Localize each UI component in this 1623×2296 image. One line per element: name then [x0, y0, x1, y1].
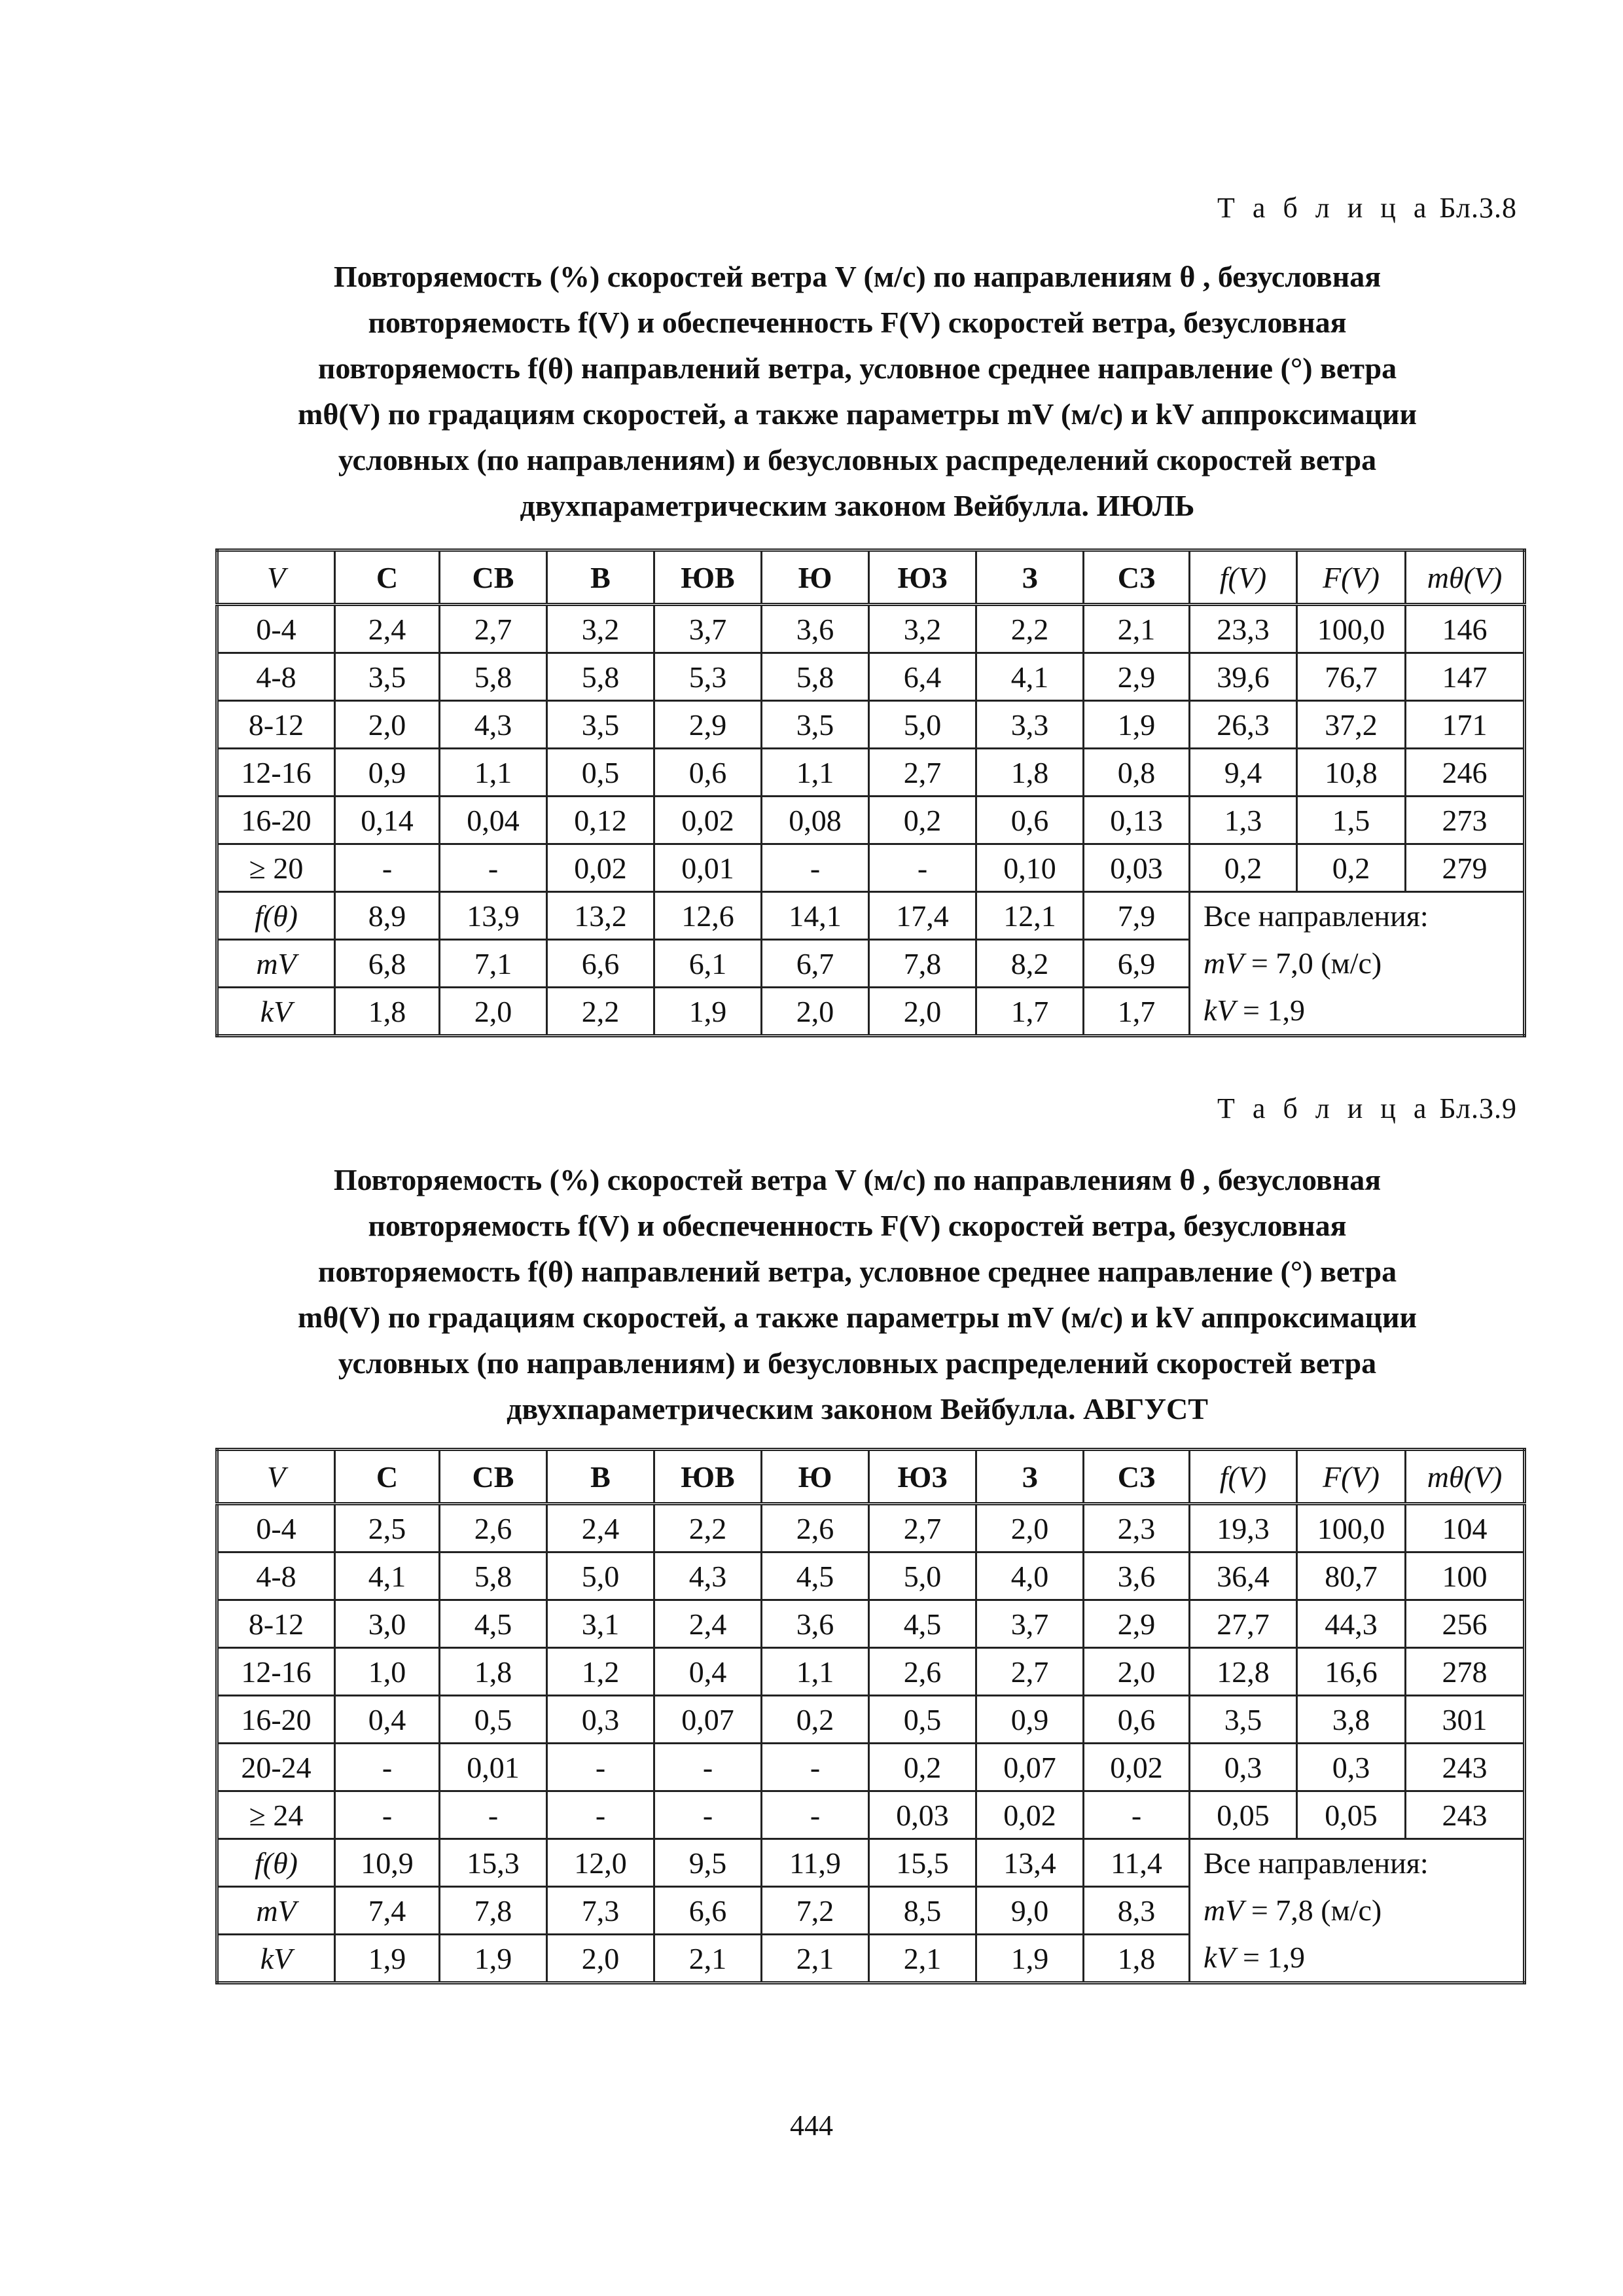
- summary-kv-value: = 1,9: [1243, 1941, 1305, 1974]
- speed-range-cell: 20-24: [217, 1744, 335, 1791]
- table-cell: 147: [1406, 653, 1525, 701]
- table-cell: 5,0: [869, 1552, 976, 1600]
- table-cell: 2,1: [869, 1935, 976, 1983]
- table-cell: 2,0: [976, 1504, 1084, 1552]
- table-cell: -: [654, 1744, 762, 1791]
- header-cell: F(V): [1297, 1450, 1406, 1504]
- summary-mv-label: mV: [1204, 946, 1244, 980]
- header-cell: ЮЗ: [869, 1450, 976, 1504]
- all-directions-summary: [1190, 1839, 1525, 1983]
- table-cell: 3,5: [762, 701, 869, 749]
- table-cell: 2,7: [976, 1648, 1084, 1696]
- caption-line: повторяемость f(θ) направлений ветра, условное среднее направление (°) ветра: [317, 351, 1397, 385]
- header-row: [217, 550, 1525, 605]
- table-cell: 0,03: [1084, 844, 1190, 892]
- table-cell: 6,9: [1084, 940, 1190, 988]
- table-cell: 1,8: [440, 1648, 547, 1696]
- header-cell: V: [217, 1450, 335, 1504]
- header-cell: С: [335, 1450, 440, 1504]
- header-cell: В: [547, 550, 654, 605]
- table-cell: 0,5: [440, 1696, 547, 1744]
- table-cell: 1,9: [976, 1935, 1084, 1983]
- table-cell: 3,5: [1190, 1696, 1297, 1744]
- table-cell: 0,02: [1084, 1744, 1190, 1791]
- table-cell: 0,04: [440, 797, 547, 844]
- summary-mv-value: = 7,0 (м/с): [1251, 946, 1382, 980]
- table-cell: 2,7: [869, 749, 976, 797]
- table-cell: -: [547, 1791, 654, 1839]
- table-cell: 100: [1406, 1552, 1525, 1600]
- header-cell: F(V): [1297, 550, 1406, 605]
- table-cell: 2,1: [762, 1935, 869, 1983]
- table-cell: 9,0: [976, 1887, 1084, 1935]
- summary-title: Все направления:: [1204, 1846, 1429, 1880]
- table-cell: 36,4: [1190, 1552, 1297, 1600]
- table-cell: 0,08: [762, 797, 869, 844]
- table-cell: 146: [1406, 605, 1525, 653]
- table-cell: -: [335, 1744, 440, 1791]
- table-cell: 2,9: [1084, 1600, 1190, 1648]
- table-cell: 0,3: [547, 1696, 654, 1744]
- table-cell: 9,5: [654, 1839, 762, 1887]
- table-cell: 23,3: [1190, 605, 1297, 653]
- table-cell: 7,4: [335, 1887, 440, 1935]
- table-cell: 8,3: [1084, 1887, 1190, 1935]
- header-cell: СВ: [440, 550, 547, 605]
- summary-title: Все направления:: [1204, 899, 1429, 933]
- table-cell: 0,01: [654, 844, 762, 892]
- table-cell: 9,4: [1190, 749, 1297, 797]
- table-caption-1: [216, 254, 1499, 529]
- table-cell: 3,5: [335, 653, 440, 701]
- table-cell: 1,1: [762, 749, 869, 797]
- param-label-cell: mV: [217, 1887, 335, 1935]
- table-cell: 2,4: [547, 1504, 654, 1552]
- table-cell: 1,9: [335, 1935, 440, 1983]
- table-cell: 2,0: [1084, 1648, 1190, 1696]
- table-cell: 301: [1406, 1696, 1525, 1744]
- table-cell: 2,9: [654, 701, 762, 749]
- speed-range-cell: 16-20: [217, 797, 335, 844]
- table-cell: 1,9: [654, 988, 762, 1036]
- table-cell: 13,9: [440, 892, 547, 940]
- table-cell: 2,0: [762, 988, 869, 1036]
- table-cell: 5,3: [654, 653, 762, 701]
- wind-table-august: [215, 1448, 1526, 1984]
- header-cell: ЮВ: [654, 1450, 762, 1504]
- speed-range-cell: ≥ 24: [217, 1791, 335, 1839]
- table-cell: 0,5: [547, 749, 654, 797]
- table-row: [217, 653, 1525, 701]
- table-cell: 0,6: [1084, 1696, 1190, 1744]
- table-cell: 1,1: [440, 749, 547, 797]
- table-cell: 12,1: [976, 892, 1084, 940]
- table-cell: 1,3: [1190, 797, 1297, 844]
- table-cell: 7,2: [762, 1887, 869, 1935]
- speed-range-cell: 16-20: [217, 1696, 335, 1744]
- table-cell: 243: [1406, 1791, 1525, 1839]
- table-row: [217, 1696, 1525, 1744]
- table-label-prefix: Т а б л и ц а: [1217, 1092, 1432, 1124]
- table-cell: 2,3: [1084, 1504, 1190, 1552]
- table-row: [217, 1504, 1525, 1552]
- table-cell: 17,4: [869, 892, 976, 940]
- table-row: [217, 1552, 1525, 1600]
- table-cell: 171: [1406, 701, 1525, 749]
- table-cell: 11,4: [1084, 1839, 1190, 1887]
- table-cell: 10,8: [1297, 749, 1406, 797]
- speed-range-cell: 0-4: [217, 1504, 335, 1552]
- table-cell: 0,4: [335, 1696, 440, 1744]
- header-cell: f(V): [1190, 1450, 1297, 1504]
- table-cell: 14,1: [762, 892, 869, 940]
- table-cell: 6,4: [869, 653, 976, 701]
- table-cell: 5,0: [869, 701, 976, 749]
- table-cell: 6,8: [335, 940, 440, 988]
- table-cell: 0,9: [335, 749, 440, 797]
- header-cell: V: [217, 550, 335, 605]
- table-cell: 8,9: [335, 892, 440, 940]
- table-row: [217, 797, 1525, 844]
- table-cell: 0,10: [976, 844, 1084, 892]
- table-cell: -: [547, 1744, 654, 1791]
- table-cell: 0,14: [335, 797, 440, 844]
- table-cell: 3,2: [547, 605, 654, 653]
- table-cell: 0,02: [976, 1791, 1084, 1839]
- table-cell: 1,2: [547, 1648, 654, 1696]
- param-label-cell: kV: [217, 1935, 335, 1983]
- table-cell: 0,9: [976, 1696, 1084, 1744]
- header-cell: СЗ: [1084, 1450, 1190, 1504]
- table-cell: 2,6: [762, 1504, 869, 1552]
- table-cell: 100,0: [1297, 605, 1406, 653]
- table-row: [217, 605, 1525, 653]
- table-cell: 0,2: [1297, 844, 1406, 892]
- table-cell: 12,6: [654, 892, 762, 940]
- table-cell: 3,5: [547, 701, 654, 749]
- table-cell: 279: [1406, 844, 1525, 892]
- table-cell: 13,2: [547, 892, 654, 940]
- table-cell: 37,2: [1297, 701, 1406, 749]
- table-cell: 2,5: [335, 1504, 440, 1552]
- table-cell: 39,6: [1190, 653, 1297, 701]
- caption-line: условных (по направлениям) и безусловных распределений скоростей ветра: [338, 1346, 1377, 1380]
- table-cell: 1,7: [976, 988, 1084, 1036]
- table-cell: 11,9: [762, 1839, 869, 1887]
- table-row: [217, 1791, 1525, 1839]
- table-cell: 0,13: [1084, 797, 1190, 844]
- summary-kv-label: kV: [1204, 1941, 1236, 1974]
- table-label-1: [1217, 191, 1517, 224]
- table-cell: -: [1084, 1791, 1190, 1839]
- table-cell: 6,1: [654, 940, 762, 988]
- header-cell: f(V): [1190, 550, 1297, 605]
- summary-mv-label: mV: [1204, 1893, 1244, 1927]
- speed-range-cell: 8-12: [217, 701, 335, 749]
- table-cell: 0,3: [1297, 1744, 1406, 1791]
- table-cell: 0,6: [654, 749, 762, 797]
- table-cell: 0,05: [1190, 1791, 1297, 1839]
- table-cell: 1,9: [1084, 701, 1190, 749]
- table-cell: 6,7: [762, 940, 869, 988]
- speed-range-cell: 4-8: [217, 653, 335, 701]
- page-number: 444: [790, 2109, 833, 2142]
- caption-line: mθ(V) по градациям скоростей, а также параметры mV (м/с) и kV аппроксимации: [298, 397, 1417, 431]
- table-cell: 0,2: [762, 1696, 869, 1744]
- table-cell: -: [762, 1791, 869, 1839]
- table-cell: 12,0: [547, 1839, 654, 1887]
- table-cell: 0,2: [869, 1744, 976, 1791]
- table-cell: -: [335, 844, 440, 892]
- header-cell: СЗ: [1084, 550, 1190, 605]
- speed-range-cell: 12-16: [217, 749, 335, 797]
- table-cell: 2,0: [869, 988, 976, 1036]
- table-cell: 2,7: [869, 1504, 976, 1552]
- table-cell: 0,07: [976, 1744, 1084, 1791]
- speed-range-cell: 4-8: [217, 1552, 335, 1600]
- table-cell: 2,1: [1084, 605, 1190, 653]
- table-cell: 26,3: [1190, 701, 1297, 749]
- table-cell: 3,6: [762, 1600, 869, 1648]
- all-directions-summary: [1190, 892, 1525, 1036]
- table-cell: 12,8: [1190, 1648, 1297, 1696]
- table-cell: 2,4: [654, 1600, 762, 1648]
- table-cell: 2,2: [547, 988, 654, 1036]
- table-cell: 3,2: [869, 605, 976, 653]
- table-cell: 5,8: [762, 653, 869, 701]
- table-cell: 3,3: [976, 701, 1084, 749]
- caption-line: повторяемость f(V) и обеспеченность F(V) скоростей ветра, безусловная: [368, 306, 1347, 339]
- table-label-number: Бл.3.9: [1439, 1092, 1517, 1124]
- table-cell: 6,6: [654, 1887, 762, 1935]
- header-cell: В: [547, 1450, 654, 1504]
- table-cell: 0,02: [654, 797, 762, 844]
- speed-range-cell: 8-12: [217, 1600, 335, 1648]
- table-caption-2: [216, 1157, 1499, 1432]
- table-cell: 0,01: [440, 1744, 547, 1791]
- table-cell: 7,1: [440, 940, 547, 988]
- table-cell: 0,8: [1084, 749, 1190, 797]
- table-cell: 19,3: [1190, 1504, 1297, 1552]
- table-label-prefix: Т а б л и ц а: [1217, 192, 1432, 224]
- table-cell: 15,3: [440, 1839, 547, 1887]
- speed-range-cell: ≥ 20: [217, 844, 335, 892]
- table-cell: 0,5: [869, 1696, 976, 1744]
- table-cell: 256: [1406, 1600, 1525, 1648]
- table-cell: 5,0: [547, 1552, 654, 1600]
- table-cell: 4,0: [976, 1552, 1084, 1600]
- table-cell: -: [335, 1791, 440, 1839]
- table-cell: 5,8: [440, 653, 547, 701]
- table-cell: 1,5: [1297, 797, 1406, 844]
- table-cell: 44,3: [1297, 1600, 1406, 1648]
- table-cell: 0,12: [547, 797, 654, 844]
- table-cell: 3,7: [654, 605, 762, 653]
- table-cell: 4,5: [440, 1600, 547, 1648]
- table-cell: 1,1: [762, 1648, 869, 1696]
- table-cell: 1,8: [1084, 1935, 1190, 1983]
- table-cell: 3,8: [1297, 1696, 1406, 1744]
- table-cell: 0,2: [869, 797, 976, 844]
- table-cell: 13,4: [976, 1839, 1084, 1887]
- table-cell: 3,7: [976, 1600, 1084, 1648]
- table-cell: 4,5: [869, 1600, 976, 1648]
- header-row: [217, 1450, 1525, 1504]
- table-cell: 0,4: [654, 1648, 762, 1696]
- table-cell: 1,8: [335, 988, 440, 1036]
- table-cell: 0,2: [1190, 844, 1297, 892]
- caption-line: mθ(V) по градациям скоростей, а также параметры mV (м/с) и kV аппроксимации: [298, 1300, 1417, 1334]
- table-cell: 7,8: [869, 940, 976, 988]
- header-cell: З: [976, 1450, 1084, 1504]
- table-cell: 4,5: [762, 1552, 869, 1600]
- table-cell: 278: [1406, 1648, 1525, 1696]
- param-label-cell: f(θ): [217, 892, 335, 940]
- table-cell: 15,5: [869, 1839, 976, 1887]
- table-cell: 2,9: [1084, 653, 1190, 701]
- header-cell: СВ: [440, 1450, 547, 1504]
- caption-line: двухпараметрическим законом Вейбулла. ИЮЛЬ: [520, 489, 1195, 522]
- table-cell: 8,5: [869, 1887, 976, 1935]
- table-row: [217, 1648, 1525, 1696]
- header-cell: З: [976, 550, 1084, 605]
- table-cell: 16,6: [1297, 1648, 1406, 1696]
- table-row: [217, 749, 1525, 797]
- caption-line: повторяемость f(θ) направлений ветра, условное среднее направление (°) ветра: [317, 1255, 1397, 1288]
- table-cell: 6,6: [547, 940, 654, 988]
- table-cell: -: [654, 1791, 762, 1839]
- table-label-2: [1217, 1092, 1517, 1125]
- table-row: [217, 701, 1525, 749]
- table-cell: 100,0: [1297, 1504, 1406, 1552]
- caption-line: двухпараметрическим законом Вейбулла. АВГУСТ: [507, 1392, 1208, 1426]
- table-cell: 0,07: [654, 1696, 762, 1744]
- table-cell: 1,8: [976, 749, 1084, 797]
- table-cell: 2,2: [654, 1504, 762, 1552]
- header-cell: Ю: [762, 1450, 869, 1504]
- table-cell: 0,03: [869, 1791, 976, 1839]
- header-cell: ЮЗ: [869, 550, 976, 605]
- table-cell: 0,3: [1190, 1744, 1297, 1791]
- table-cell: 2,0: [335, 701, 440, 749]
- table-cell: 7,3: [547, 1887, 654, 1935]
- table-cell: 246: [1406, 749, 1525, 797]
- table-cell: 3,1: [547, 1600, 654, 1648]
- table-cell: 2,0: [547, 1935, 654, 1983]
- caption-line: условных (по направлениям) и безусловных распределений скоростей ветра: [338, 443, 1377, 476]
- table-cell: -: [440, 1791, 547, 1839]
- speed-range-cell: 0-4: [217, 605, 335, 653]
- table-cell: 4,1: [976, 653, 1084, 701]
- caption-line: повторяемость f(V) и обеспеченность F(V) скоростей ветра, безусловная: [368, 1209, 1347, 1242]
- header-cell: mθ(V): [1406, 550, 1525, 605]
- table-cell: 7,9: [1084, 892, 1190, 940]
- param-row: [217, 892, 1525, 940]
- table-row: [217, 844, 1525, 892]
- table-cell: 8,2: [976, 940, 1084, 988]
- table-cell: -: [440, 844, 547, 892]
- table-cell: 2,0: [440, 988, 547, 1036]
- table-cell: 3,6: [762, 605, 869, 653]
- table-cell: 2,2: [976, 605, 1084, 653]
- table-cell: 10,9: [335, 1839, 440, 1887]
- table-cell: 3,6: [1084, 1552, 1190, 1600]
- table-cell: -: [762, 844, 869, 892]
- header-cell: ЮВ: [654, 550, 762, 605]
- table-cell: 0,05: [1297, 1791, 1406, 1839]
- table-cell: 2,6: [440, 1504, 547, 1552]
- caption-line: Повторяемость (%) скоростей ветра V (м/с) по направлениям θ , безусловная: [333, 260, 1382, 293]
- wind-table-july: [215, 548, 1526, 1037]
- param-row: [217, 1839, 1525, 1887]
- summary-kv-label: kV: [1204, 994, 1236, 1027]
- table-row: [217, 1600, 1525, 1648]
- header-cell: С: [335, 550, 440, 605]
- table-cell: 2,6: [869, 1648, 976, 1696]
- table-cell: 273: [1406, 797, 1525, 844]
- table-cell: 7,8: [440, 1887, 547, 1935]
- table-cell: 2,7: [440, 605, 547, 653]
- table-label-number: Бл.3.8: [1439, 192, 1517, 224]
- table-cell: 2,1: [654, 1935, 762, 1983]
- table-cell: 27,7: [1190, 1600, 1297, 1648]
- table-cell: 80,7: [1297, 1552, 1406, 1600]
- table-cell: 0,6: [976, 797, 1084, 844]
- table-cell: 1,7: [1084, 988, 1190, 1036]
- table-cell: 4,1: [335, 1552, 440, 1600]
- table-cell: 0,02: [547, 844, 654, 892]
- caption-line: Повторяемость (%) скоростей ветра V (м/с) по направлениям θ , безусловная: [333, 1163, 1382, 1196]
- table-cell: -: [869, 844, 976, 892]
- table-cell: 5,8: [547, 653, 654, 701]
- table-cell: 5,8: [440, 1552, 547, 1600]
- summary-kv-value: = 1,9: [1243, 994, 1305, 1027]
- header-cell: Ю: [762, 550, 869, 605]
- table-cell: 3,0: [335, 1600, 440, 1648]
- table-cell: 76,7: [1297, 653, 1406, 701]
- param-label-cell: kV: [217, 988, 335, 1036]
- speed-range-cell: 12-16: [217, 1648, 335, 1696]
- table-cell: 2,4: [335, 605, 440, 653]
- table-cell: 243: [1406, 1744, 1525, 1791]
- table-row: [217, 1744, 1525, 1791]
- summary-mv-value: = 7,8 (м/с): [1251, 1893, 1382, 1927]
- param-label-cell: mV: [217, 940, 335, 988]
- table-cell: 4,3: [440, 701, 547, 749]
- table-cell: 1,9: [440, 1935, 547, 1983]
- table-cell: -: [762, 1744, 869, 1791]
- table-cell: 4,3: [654, 1552, 762, 1600]
- param-label-cell: f(θ): [217, 1839, 335, 1887]
- table-cell: 104: [1406, 1504, 1525, 1552]
- header-cell: mθ(V): [1406, 1450, 1525, 1504]
- table-cell: 1,0: [335, 1648, 440, 1696]
